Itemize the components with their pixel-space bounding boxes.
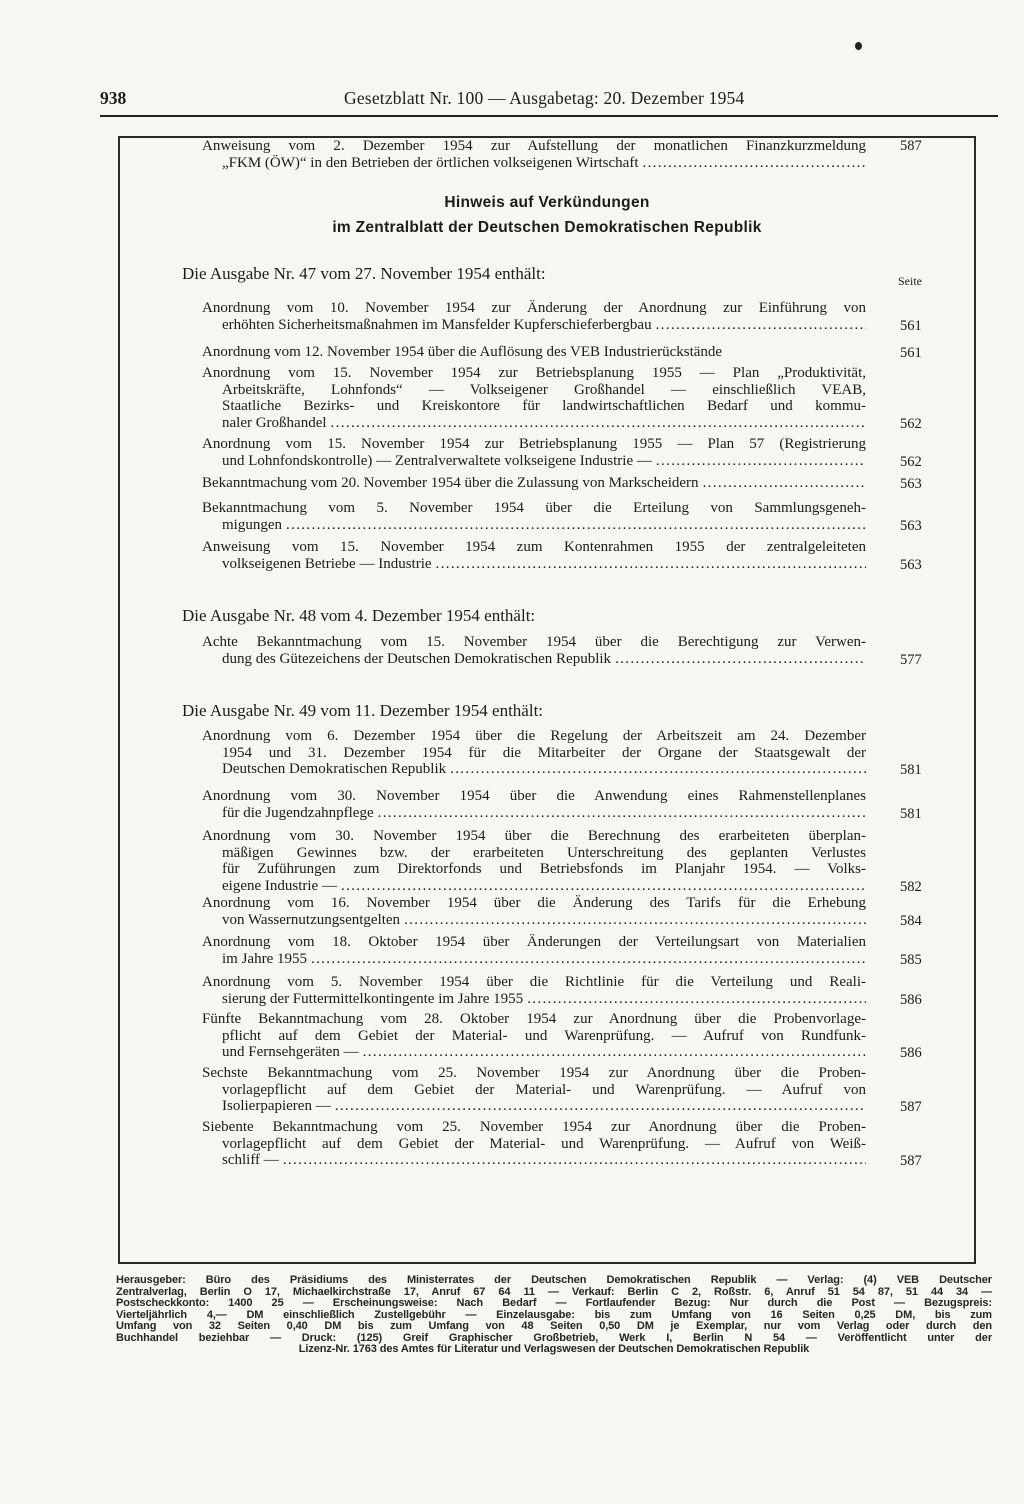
entry-line: Anweisung vom 15. November 1954 zum Kontenrahmen 1955 der zentralgeleiteten xyxy=(202,539,866,555)
entry-line: Bekanntmachung vom 5. November 1954 über die Erteilung von Sammlungsgeneh- xyxy=(202,500,866,516)
entry-line: Anordnung vom 10. November 1954 zur Änderung der Anordnung zur Einführung von xyxy=(202,300,866,316)
issue-heading: Die Ausgabe Nr. 49 vom 11. Dezember 1954 enthält: xyxy=(182,701,544,720)
entry xyxy=(202,500,866,533)
entry xyxy=(202,828,866,894)
entry xyxy=(202,138,866,171)
dot-leader xyxy=(331,415,866,432)
entry-line: im Jahre 1955 xyxy=(222,950,307,967)
entry-line: vorlagepflicht auf dem Gebiet der Material- und Warenprüfung. — Aufruf von Weiß- xyxy=(222,1135,866,1152)
page-number: 938 xyxy=(100,88,127,108)
notice-subtitle: im Zentralblatt der Deutschen Demokratischen Republik xyxy=(332,219,762,236)
notice-box xyxy=(118,136,976,1264)
entry-line: „FKM (ÖW)“ in den Betrieben der örtlichen volkseigenen Wirtschaft xyxy=(222,154,639,171)
page-reference: 585 xyxy=(900,951,922,968)
dot-leader xyxy=(378,805,866,822)
entry-line: Isolierpapieren — xyxy=(222,1098,331,1114)
dot-leader xyxy=(335,1098,866,1115)
dot-leader xyxy=(311,951,866,968)
page-reference: 587 xyxy=(900,1153,922,1169)
entry xyxy=(202,300,866,333)
page-reference: 587 xyxy=(900,138,922,154)
impressum-line: Zentralverlag, Berlin O 17, Michaelkirchstraße 17, Anruf 67 64 11 — Verkauf: Berlin C 2, Roßstr. 6, Anruf 51 54 87, 51 44 34 — xyxy=(116,1285,992,1298)
issue-heading: Die Ausgabe Nr. 47 vom 27. November 1954 enthält: xyxy=(182,264,546,283)
page-column-label: Seite xyxy=(898,274,922,288)
page-reference: 586 xyxy=(900,1045,922,1061)
dot-leader xyxy=(656,453,866,470)
entry xyxy=(202,475,866,492)
impressum-line: Herausgeber: Büro des Präsidiums des Ministerrates der Deutschen Demokratischen Republik — Verlag: (4) VEB Deutscher xyxy=(116,1274,992,1286)
page-reference: 581 xyxy=(900,762,922,778)
entry xyxy=(202,1011,866,1061)
entry-line: pflicht auf dem Gebiet der Material- und Warenprüfung. — Aufruf von Rundfunk- xyxy=(222,1027,866,1044)
dot-leader xyxy=(363,1044,866,1061)
entry-line: Achte Bekanntmachung vom 15. November 1954 über die Berechtigung zur Verwen- xyxy=(202,634,866,650)
entry-line: dung des Gütezeichens der Deutschen Demokratischen Republik xyxy=(222,650,612,667)
impressum-line: Lizenz-Nr. 1763 des Amtes für Literatur und Verlagswesen der Deutschen Demokratischen Republik xyxy=(298,1343,810,1355)
entry-line: 1954 und 31. Dezember 1954 für die Mitarbeiter der Organe der Staatsgewalt der xyxy=(222,744,866,761)
entry-line: für die Jugendzahnpflege xyxy=(222,804,374,821)
entry-line: sierung der Futtermittelkontingente im Jahre 1955 xyxy=(222,990,524,1007)
entry xyxy=(202,436,866,469)
entry-line: Sechste Bekanntmachung vom 25. November 1954 zur Anordnung über die Proben- xyxy=(202,1065,866,1081)
entry-line: eigene Industrie — xyxy=(222,877,337,894)
page-reference: 587 xyxy=(900,1099,922,1115)
dot-leader xyxy=(703,475,866,492)
entry-line: Deutschen Demokratischen Republik xyxy=(222,761,447,777)
entry xyxy=(202,728,866,778)
dot-leader xyxy=(450,761,866,778)
entry-line: und Lohnfondskontrolle) — Zentralverwaltete volkseigene Industrie — xyxy=(222,452,652,469)
entry-line: Fünfte Bekanntmachung vom 28. Oktober 1954 zur Anordnung über die Probenvorlage- xyxy=(202,1011,866,1027)
entry-line: volkseigenen Betriebe — Industrie xyxy=(222,555,432,572)
page-reference: 561 xyxy=(900,345,922,361)
page-reference: 582 xyxy=(900,878,922,895)
dot-leader xyxy=(656,317,866,334)
page-reference: 586 xyxy=(900,991,922,1008)
entry-line: für Zuführungen zum Direktorfonds und Betriebsfonds im Planjahr 1954. — Volks- xyxy=(222,861,866,877)
page-reference: 562 xyxy=(900,453,922,470)
entry xyxy=(202,1065,866,1115)
entry-line: und Fernsehgeräten — xyxy=(222,1044,359,1060)
page-reference: 561 xyxy=(900,317,922,334)
entry xyxy=(202,365,866,431)
impressum-line: Postscheckkonto: 1400 25 — Erscheinungsweise: Nach Bedarf — Fortlaufender Bezug: Nur durch die Post — Bezugspreis: xyxy=(116,1297,992,1309)
entry xyxy=(202,344,866,361)
entry xyxy=(202,634,866,667)
page-header xyxy=(100,88,998,112)
header-rule xyxy=(100,115,998,117)
dot-leader xyxy=(436,556,866,573)
dot-leader xyxy=(404,912,866,929)
entry-line: Anordnung vom 18. Oktober 1954 über Änderungen der Verteilungsart von Materialien xyxy=(202,934,866,950)
page-reference: 581 xyxy=(900,805,922,822)
entry-line: Anordnung vom 5. November 1954 über die Richtlinie für die Verteilung und Reali- xyxy=(202,974,866,990)
entry-line: Anordnung vom 30. November 1954 über die Berechnung des erarbeiteten überplan- xyxy=(202,828,866,844)
entry-line: vorlagepflicht auf dem Gebiet der Material- und Warenprüfung. — Aufruf von xyxy=(222,1081,866,1098)
entry-line: Anweisung vom 2. Dezember 1954 zur Aufstellung der monatlichen Finanzkurzmeldung xyxy=(202,138,866,154)
entry-line: erhöhten Sicherheitsmaßnahmen im Mansfelder Kupferschieferbergbau xyxy=(222,316,652,333)
page-reference: 563 xyxy=(900,517,922,534)
entry-line: Anordnung vom 12. November 1954 über die Auflösung des VEB Industrierückstände xyxy=(202,344,723,360)
entry-line: Siebente Bekanntmachung vom 25. November 1954 zur Anordnung über die Proben- xyxy=(202,1119,866,1135)
entry-line: Staatliche Bezirks- und Kreiskontore für landwirtschaftlichen Bedarf und kommu- xyxy=(222,398,866,414)
entry-line: Anordnung vom 30. November 1954 über die Anwendung eines Rahmenstellenplanes xyxy=(202,788,866,804)
entry xyxy=(202,974,866,1007)
page-reference: 563 xyxy=(900,556,922,573)
entry-line: migungen xyxy=(222,516,282,533)
entry-line: Arbeitskräfte, Lohnfonds“ — Volkseigener Großhandel — einschließlich VEAB, xyxy=(222,381,866,398)
entry-line: Anordnung vom 16. November 1954 über die Änderung des Tarifs für die Erhebung xyxy=(202,895,866,911)
entry-line: von Wassernutzungsentgelten xyxy=(222,911,401,928)
dot-leader xyxy=(341,878,866,895)
dot-leader xyxy=(615,651,866,668)
page-reference: 577 xyxy=(900,651,922,668)
entry xyxy=(202,934,866,967)
impressum xyxy=(116,1275,992,1356)
entry-line: Anordnung vom 15. November 1954 zur Betriebsplanung 1955 — Plan „Produktivität, xyxy=(202,365,866,381)
entry xyxy=(202,788,866,821)
entry-line: Anordnung vom 15. November 1954 zur Betriebsplanung 1955 — Plan 57 (Registrierung xyxy=(202,436,866,452)
issue-heading: Die Ausgabe Nr. 48 vom 4. Dezember 1954 enthält: xyxy=(182,606,536,625)
entry-line: Anordnung vom 6. Dezember 1954 über die Regelung der Arbeitszeit am 24. Dezember xyxy=(202,728,866,744)
dot-leader xyxy=(527,991,866,1008)
impressum-line: Buchhandel beziehbar — Druck: (125) Greif Graphischer Großbetrieb, Werk I, Berlin N 54 — Veröffentlicht unter der xyxy=(116,1331,992,1344)
dot-leader xyxy=(286,517,866,534)
entry xyxy=(202,895,866,928)
header-title: Gesetzblatt Nr. 100 — Ausgabetag: 20. Dezember 1954 xyxy=(344,88,745,108)
page-reference: 562 xyxy=(900,415,922,432)
entry-line: Bekanntmachung vom 20. November 1954 über die Zulassung von Markscheidern xyxy=(202,475,699,491)
dot-leader xyxy=(283,1152,866,1169)
ink-dot xyxy=(855,42,862,50)
page-reference: 563 xyxy=(900,476,922,492)
impressum-line: Umfang von 32 Seiten 0,40 DM bis zum Umfang von 48 Seiten 0,50 DM je Exemplar, nur vom Verlag oder durch den xyxy=(116,1320,992,1332)
entry-line: naler Großhandel xyxy=(222,414,327,431)
page-reference: 584 xyxy=(900,912,922,929)
entry-line: mäßigen Gewinnes bzw. der erarbeiteten Unterschreitung des geplanten Verlustes xyxy=(222,844,866,861)
impressum-line: Vierteljährlich 4,— DM einschließlich Zustellgebühr — Einzelausgabe: bis zum Umfang von 16 Seiten 0,25 DM, bis zum xyxy=(116,1308,992,1321)
entry xyxy=(202,539,866,572)
dot-leader xyxy=(642,155,866,172)
entry xyxy=(202,1119,866,1169)
entry-line: schliff — xyxy=(222,1152,279,1168)
notice-title: Hinweis auf Verkündungen xyxy=(444,194,650,211)
